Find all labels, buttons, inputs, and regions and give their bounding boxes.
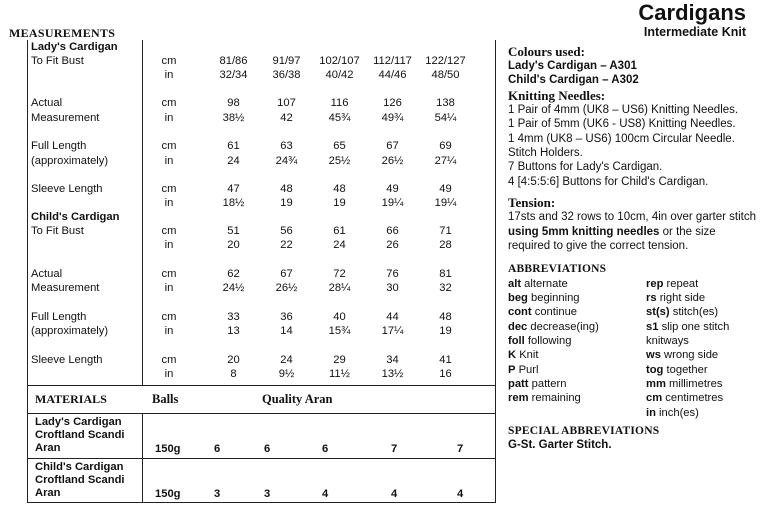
value-in: 13½	[381, 367, 404, 380]
abbreviation-value: continue	[534, 306, 578, 319]
tension-text-a: 17sts and 32 rows to 10cm, 4in over garter stitch	[508, 211, 757, 224]
abbreviation-value: slip one stitch knitways	[646, 320, 730, 348]
abbreviation-value: Knit	[519, 349, 539, 362]
measurement-label-line: (approximately)	[31, 325, 109, 338]
measurement-value	[260, 296, 313, 338]
abbreviation-key: rep	[646, 277, 664, 290]
measurement-value	[419, 296, 472, 338]
value-in: 30	[386, 282, 399, 295]
value-in: 54¼	[434, 111, 457, 124]
value-cm: 126	[383, 97, 402, 110]
measurement-value	[207, 168, 260, 210]
value-cm: 29	[333, 353, 346, 366]
measurement-value	[207, 210, 260, 253]
abbreviation-key: dec	[508, 320, 528, 333]
measurement-value	[313, 210, 366, 253]
value-in: 19	[280, 197, 293, 210]
measurement-value	[366, 339, 419, 381]
value-cm: 76	[386, 268, 399, 281]
measurement-row	[27, 253, 472, 296]
value-in: 24	[333, 239, 346, 252]
material-name-line: Aran	[35, 442, 61, 455]
measurement-value	[419, 40, 472, 82]
value-cm: 72	[333, 268, 346, 281]
measurement-value	[313, 296, 366, 338]
measurement-value	[366, 40, 419, 82]
measurement-label-line: Sleeve Length	[31, 182, 103, 195]
value-cm: 61	[227, 140, 240, 153]
abbreviation-item	[646, 291, 756, 305]
material-name-line: Croftland Scandi	[35, 474, 125, 487]
ball-count: 3	[264, 488, 271, 500]
abbreviation-item	[508, 320, 646, 334]
unit-cm: cm	[161, 182, 177, 195]
measurement-row	[27, 82, 472, 125]
abbreviation-value: centimetres	[665, 392, 724, 405]
balls-label: Balls	[152, 392, 179, 406]
materials-name-divider	[142, 413, 143, 503]
measurement-label	[27, 40, 131, 82]
needle-line: 1 4mm (UK8 – US6) 100cm Circular Needle.	[508, 132, 735, 145]
value-in: 40/42	[325, 69, 354, 82]
measurement-label-line: To Fit Bust	[31, 225, 84, 238]
measurement-label-line: Measurement	[31, 111, 100, 124]
value-in: 27¼	[434, 154, 457, 167]
abbreviation-key: s1	[646, 320, 659, 333]
ball-count: 6	[322, 443, 329, 455]
abbreviation-key: cont	[508, 306, 532, 319]
ball-count: 6	[214, 443, 221, 455]
material-name	[35, 461, 125, 501]
abbreviation-key: tog	[646, 363, 664, 376]
value-cm: 49	[439, 182, 452, 195]
quality-label: Quality Aran	[262, 392, 333, 406]
measurement-label-line: Measurement	[31, 282, 100, 295]
abbreviation-item	[646, 406, 756, 420]
abbreviation-item	[508, 377, 646, 391]
value-cm: 112/117	[373, 55, 412, 67]
abbreviation-value: in inch(es)	[646, 406, 699, 419]
value-cm: 47	[227, 182, 240, 195]
measurement-value	[207, 125, 260, 167]
material-name-line: Croftland Scandi	[35, 429, 125, 442]
needles-heading: Knitting Needles:	[508, 87, 606, 103]
value-in: 16	[439, 367, 452, 380]
abbreviation-value: following	[527, 335, 572, 348]
value-in: 28¼	[328, 282, 351, 295]
value-in: 19	[439, 325, 452, 338]
value-in: 19	[333, 197, 346, 210]
measurement-value	[419, 210, 472, 253]
value-cm: 61	[333, 225, 346, 238]
measurement-label-line: Full Length	[31, 311, 87, 324]
measurement-value	[260, 125, 313, 167]
abbreviation-value: Purl	[518, 363, 539, 376]
value-in: 19¼	[381, 197, 404, 210]
measurement-label-line: Child's Cardigan	[31, 211, 120, 224]
measurement-value	[313, 82, 366, 125]
material-name-line: Lady's Cardigan	[35, 416, 122, 428]
measurement-row	[27, 125, 472, 167]
measurement-value	[260, 168, 313, 210]
abbreviation-value: decrease(ing)	[530, 320, 599, 333]
tension-heading: Tension:	[508, 195, 556, 211]
colour-line: Child's Cardigan – A302	[508, 74, 639, 87]
unit-in: in	[164, 154, 174, 167]
value-in: 26½	[275, 282, 298, 295]
measurement-value	[260, 210, 313, 253]
value-cm: 71	[439, 225, 452, 238]
value-in: 25½	[328, 154, 351, 167]
abbreviation-item	[646, 377, 756, 391]
measurement-label-line: Actual	[31, 268, 63, 281]
measurements-table	[27, 40, 472, 381]
value-cm: 69	[439, 140, 452, 153]
measurement-value	[366, 210, 419, 253]
measurement-value	[260, 253, 313, 296]
abbreviation-key: cm	[646, 392, 663, 405]
abbreviation-key: foll	[508, 335, 525, 348]
measurement-value	[366, 82, 419, 125]
measurement-row	[27, 168, 472, 210]
measurement-label	[27, 210, 131, 253]
ball-count: 7	[391, 443, 398, 455]
measurement-row	[27, 210, 472, 253]
abbreviation-key: P	[508, 363, 516, 376]
pattern-difficulty: Intermediate Knit	[643, 25, 746, 39]
material-name-line: Child's Cardigan	[35, 461, 124, 473]
unit-cm: cm	[161, 55, 177, 67]
abbreviation-value: beginning	[531, 292, 580, 305]
table-right-border	[495, 40, 496, 503]
unit-cm: cm	[161, 97, 177, 110]
measurement-value	[313, 125, 366, 167]
measurement-row	[27, 339, 472, 381]
material-weight: 150g	[155, 443, 181, 455]
value-cm: 40	[333, 311, 346, 324]
measurement-value	[366, 168, 419, 210]
value-cm: 62	[227, 268, 240, 281]
measurement-value	[313, 40, 366, 82]
value-cm: 48	[280, 182, 293, 195]
measurement-label	[27, 82, 131, 125]
material-weight: 150g	[155, 488, 181, 500]
unit-cm: cm	[161, 225, 177, 238]
measurement-value	[366, 296, 419, 338]
abbreviations-grid	[508, 277, 756, 420]
needle-line: 1 Pair of 4mm (UK8 – US6) Knitting Needles.	[508, 103, 739, 116]
ball-count: 7	[457, 443, 464, 455]
special-abbreviation-line: G-St. Garter Stitch.	[508, 439, 612, 452]
special-abbreviations-heading: SPECIAL ABBREVIATIONS	[508, 424, 660, 437]
value-in: 17¼	[381, 325, 404, 338]
value-in: 44/46	[378, 69, 407, 82]
value-cm: 63	[280, 140, 293, 153]
measurement-value	[260, 82, 313, 125]
abbreviation-key: rem	[508, 392, 529, 405]
abbreviation-key: st(s)	[646, 306, 670, 319]
needle-line: Stitch Holders.	[508, 147, 583, 160]
value-in: 24¾	[275, 154, 298, 167]
measurement-label	[27, 253, 131, 296]
measurements-heading: MEASUREMENTS	[9, 26, 116, 40]
unit-in: in	[164, 367, 174, 380]
measurement-row	[27, 296, 472, 338]
needles-list	[508, 103, 756, 189]
value-cm: 102/107	[319, 55, 360, 67]
value-cm: 48	[439, 311, 452, 324]
abbreviations-right	[646, 277, 756, 420]
value-in: 32	[439, 282, 452, 295]
measurement-value	[419, 82, 472, 125]
needle-line: 1 Pair of 5mm (UK6 - US8) Knitting Needles.	[508, 118, 736, 131]
measurement-value	[207, 296, 260, 338]
measurement-label-line: Actual	[31, 97, 63, 110]
value-in: 48/50	[431, 69, 460, 82]
value-cm: 34	[386, 353, 399, 366]
value-cm: 49	[386, 182, 399, 195]
value-cm: 44	[386, 311, 399, 324]
abbreviation-value: wrong side	[664, 349, 719, 362]
value-in: 13	[227, 325, 240, 338]
material-name-line: Aran	[35, 487, 61, 500]
tension-text-b: using 5mm knitting needles	[508, 225, 660, 238]
measurement-label-line: Lady's Cardigan	[31, 41, 118, 53]
measurement-value	[419, 168, 472, 210]
measurement-row	[27, 40, 472, 82]
value-cm: 91/97	[272, 55, 301, 67]
value-in: 18½	[222, 197, 245, 210]
colours-heading: Colours used:	[508, 44, 585, 59]
tension-text-c: or the size required to give the correct tension.	[508, 225, 716, 253]
value-in: 15¾	[328, 325, 351, 338]
measurement-label-line: Full Length	[31, 140, 87, 153]
unit-cm: cm	[161, 140, 177, 153]
ball-count: 6	[264, 443, 271, 455]
value-cm: 66	[386, 225, 399, 238]
value-cm: 65	[333, 140, 346, 153]
ball-count: 3	[214, 488, 221, 500]
needle-line: 7 Buttons for Lady's Cardigan.	[508, 161, 663, 174]
value-cm: 81	[439, 268, 452, 281]
abbreviation-item	[646, 348, 756, 362]
abbreviation-item	[508, 348, 646, 362]
measurement-value	[207, 339, 260, 381]
measurement-value	[419, 339, 472, 381]
abbreviation-key: alt	[508, 277, 522, 290]
measurement-label-line: To Fit Bust	[31, 55, 84, 68]
unit-in: in	[164, 325, 174, 338]
value-cm: 20	[227, 353, 240, 366]
value-cm: 122/127	[425, 55, 466, 67]
measurement-value	[313, 253, 366, 296]
measurement-value	[366, 253, 419, 296]
abbreviation-value: millimetres	[669, 377, 723, 390]
value-in: 49¾	[381, 111, 404, 124]
measurement-value	[313, 339, 366, 381]
measurement-label	[27, 339, 131, 381]
value-cm: 36	[280, 311, 293, 324]
measurement-label	[27, 168, 131, 210]
value-in: 45¾	[328, 111, 351, 124]
value-in: 22	[280, 239, 293, 252]
value-in: 8	[230, 367, 237, 380]
right-column	[508, 44, 756, 453]
materials-row-divider	[27, 458, 496, 459]
value-in: 26	[386, 239, 399, 252]
pattern-title: Cardigans	[638, 0, 746, 25]
value-cm: 51	[227, 225, 240, 238]
value-cm: 67	[386, 140, 399, 153]
ball-count: 4	[457, 488, 464, 500]
abbreviation-item	[646, 391, 756, 405]
abbreviation-key: ws	[646, 349, 661, 362]
abbreviation-item	[508, 277, 646, 291]
materials-top-line	[27, 385, 496, 386]
abbreviation-item	[508, 391, 646, 405]
abbreviation-value: together	[666, 363, 708, 376]
value-cm: 56	[280, 225, 293, 238]
abbreviation-item	[646, 363, 756, 377]
value-cm: 98	[227, 97, 240, 110]
value-in: 14	[280, 325, 293, 338]
value-cm: 67	[280, 268, 293, 281]
unit-in: in	[164, 69, 174, 82]
measurement-label-line: (approximately)	[31, 154, 109, 167]
label-column-divider	[142, 40, 143, 385]
value-in: 32/34	[219, 69, 248, 82]
unit-in: in	[164, 197, 174, 210]
abbreviation-value: remaining	[531, 392, 581, 405]
value-cm: 48	[333, 182, 346, 195]
abbreviation-item	[646, 277, 756, 291]
abbreviations-left	[508, 277, 646, 420]
abbreviation-value: stitch(es)	[672, 306, 719, 319]
table-left-border	[27, 40, 28, 503]
value-in: 19¼	[434, 197, 457, 210]
unit-in: in	[164, 111, 174, 124]
value-in: 24½	[222, 282, 245, 295]
measurement-label	[27, 296, 131, 338]
abbreviation-key: beg	[508, 292, 528, 305]
value-in: 24	[227, 154, 240, 167]
abbreviation-value: pattern	[531, 377, 567, 390]
measurement-value	[419, 125, 472, 167]
abbreviation-key: in	[646, 406, 656, 419]
value-cm: 116	[330, 97, 349, 110]
value-in: 36/38	[272, 69, 301, 82]
measurement-label	[27, 125, 131, 167]
value-in: 38½	[222, 111, 245, 124]
value-in: 9½	[278, 367, 295, 380]
ball-count: 4	[322, 488, 329, 500]
unit-cm: cm	[161, 353, 177, 366]
materials-header-line	[27, 413, 496, 414]
abbreviation-item	[508, 334, 646, 348]
value-cm: 138	[436, 97, 455, 110]
measurement-value	[207, 40, 260, 82]
tension-text	[508, 210, 756, 253]
value-cm: 24	[280, 353, 293, 366]
unit-in: in	[164, 282, 174, 295]
value-cm: 33	[227, 311, 240, 324]
abbreviation-value: alternate	[524, 277, 568, 290]
materials-heading: MATERIALS	[35, 392, 107, 406]
measurement-value	[366, 125, 419, 167]
abbreviations-heading: ABBREVIATIONS	[508, 263, 607, 276]
abbreviation-key: mm	[646, 377, 666, 390]
ball-count: 4	[391, 488, 398, 500]
needle-line: 4 [4:5:5:6] Buttons for Child's Cardigan.	[508, 175, 709, 188]
value-cm: 107	[277, 97, 296, 110]
material-name	[35, 416, 125, 456]
measurement-value	[207, 253, 260, 296]
measurement-value	[260, 339, 313, 381]
abbreviation-item	[646, 305, 756, 319]
abbreviation-item	[646, 320, 756, 349]
measurement-value	[207, 82, 260, 125]
measurement-label-line: Sleeve Length	[31, 353, 103, 366]
table-bottom-border	[27, 502, 496, 503]
value-cm: 81/86	[219, 55, 248, 67]
value-cm: 41	[439, 353, 452, 366]
value-in: 11½	[329, 367, 350, 380]
abbreviation-value: repeat	[666, 277, 699, 290]
abbreviation-key: rs	[646, 292, 657, 305]
measurement-value	[419, 253, 472, 296]
abbreviation-item	[508, 363, 646, 377]
abbreviation-value: right side	[659, 292, 706, 305]
measurement-value	[260, 40, 313, 82]
value-in: 20	[227, 239, 240, 252]
value-in: 26½	[381, 154, 404, 167]
unit-in: in	[164, 239, 174, 252]
value-in: 28	[439, 239, 452, 252]
abbreviation-item	[508, 291, 646, 305]
unit-cm: cm	[161, 268, 177, 281]
abbreviation-key: patt	[508, 377, 529, 390]
value-in: 42	[280, 111, 293, 124]
measurement-value	[313, 168, 366, 210]
abbreviation-item	[508, 305, 646, 319]
abbreviation-key: K	[508, 349, 517, 362]
colour-line: Lady's Cardigan – A301	[508, 60, 637, 72]
unit-cm: cm	[161, 311, 177, 324]
